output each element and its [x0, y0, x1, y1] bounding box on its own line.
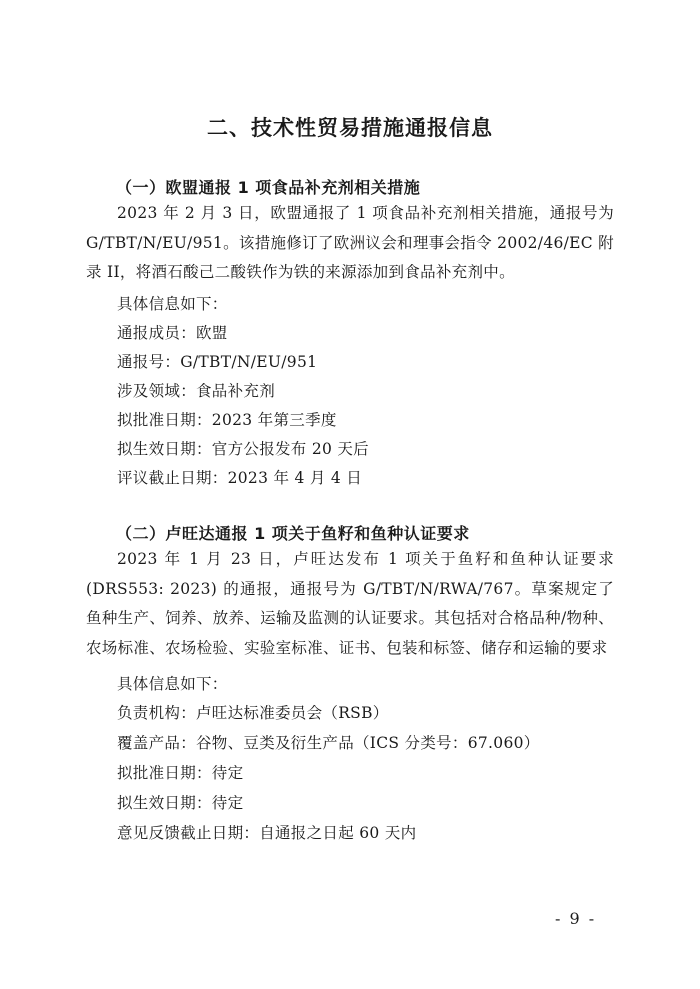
section-1-detail-member: 通报成员：欧盟 [117, 324, 228, 342]
section-1-heading: （一）欧盟通报 1 项食品补充剂相关措施 [116, 178, 421, 197]
section-1-detail-approval: 拟批准日期：2023 年第三季度 [117, 411, 337, 429]
page-title: 二、技术性贸易措施通报信息 [207, 116, 493, 140]
section-2-heading: （二）卢旺达通报 1 项关于鱼籽和鱼种认证要求 [116, 524, 470, 543]
section-2-detail-approval: 拟批准日期：待定 [117, 764, 244, 782]
section-2-detail-effective: 拟生效日期：待定 [117, 794, 244, 812]
section-2-detail-products: 覆盖产品：谷物、豆类及衍生产品（ICS 分类号：67.060） [117, 734, 540, 752]
section-1-detail-deadline: 评议截止日期：2023 年 4 月 4 日 [117, 469, 363, 487]
page-number: - 9 - [555, 909, 597, 928]
section-1-detail-field: 涉及领域：食品补充剂 [117, 382, 276, 400]
section-2-details-intro: 具体信息如下： [117, 675, 228, 693]
section-1-details-intro: 具体信息如下： [117, 295, 228, 313]
section-1-paragraph: 2023 年 2 月 3 日，欧盟通报了 1 项食品补充剂相关措施，通报号为 G/TBT/N/EU/951。该措施修订了欧洲议会和理事会指令 2002/46/EC 附录 II，将酒石酸己二酸铁作为铁的来源添加到食品补充剂中。 [86, 204, 614, 281]
section-1-detail-number: 通报号：G/TBT/N/EU/951 [117, 353, 318, 371]
section-2-detail-agency: 负责机构：卢旺达标准委员会（RSB） [117, 704, 389, 722]
section-2-paragraph: 2023 年 1 月 23 日，卢旺达发布 1 项关于鱼籽和鱼种认证要求 (DRS553: 2023) 的通报，通报号为 G/TBT/N/RWA/767。草案规定了鱼种生产、饲养、放养、运输及监测的认证要求。其包括对合格品种/物种、农场标准、农场检验、实验室标准、证书、包装和标签、储存和运输的要求 [86, 550, 614, 657]
section-2-detail-deadline: 意见反馈截止日期：自通报之日起 60 天内 [117, 824, 417, 842]
section-1-detail-effective: 拟生效日期：官方公报发布 20 天后 [117, 440, 369, 458]
